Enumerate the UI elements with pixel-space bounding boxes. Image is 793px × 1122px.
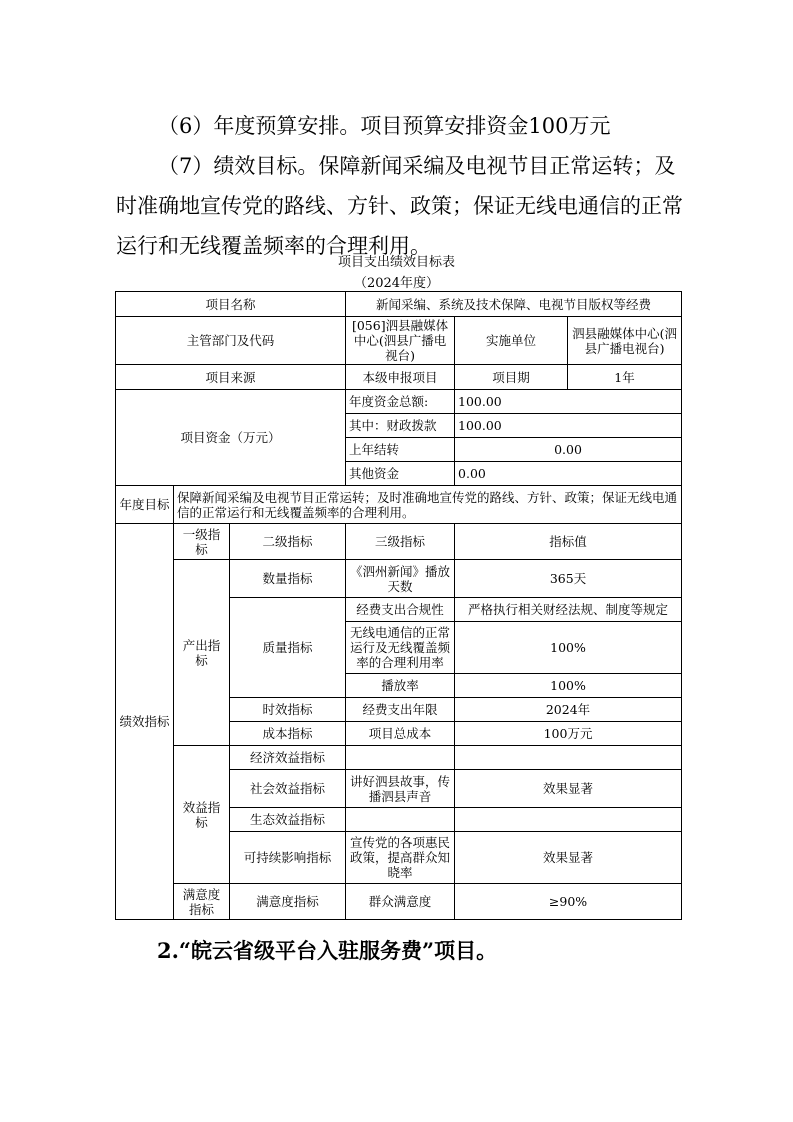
dept-label: 主管部门及代码 — [116, 317, 346, 365]
social-benefit-label: 社会效益指标 — [230, 770, 346, 808]
fund-value: 0.00 — [455, 462, 682, 486]
project-name-label: 项目名称 — [116, 292, 346, 317]
funds-label: 项目资金（万元） — [116, 390, 346, 486]
project-name-value: 新闻采编、系统及技术保障、电视节目版权等经费 — [346, 292, 682, 317]
fund-value: 100.00 — [455, 414, 682, 438]
performance-indicators-label: 绩效指标 — [116, 524, 174, 920]
economic-value — [455, 746, 682, 770]
fund-label: 上年结转 — [346, 438, 455, 462]
time-value: 2024年 — [455, 698, 682, 722]
sustain-l3: 宣传党的各项惠民政策，提高群众知晓率 — [346, 832, 455, 884]
source-label: 项目来源 — [116, 365, 346, 390]
sustainable-impact-label: 可持续影响指标 — [230, 832, 346, 884]
eco-value — [455, 808, 682, 832]
quantity-l3: 《泗州新闻》播放天数 — [346, 560, 455, 598]
fund-value: 0.00 — [455, 438, 682, 462]
period-value: 1年 — [568, 365, 682, 390]
quality-indicator-label: 质量指标 — [230, 598, 346, 698]
time-l3: 经费支出年限 — [346, 698, 455, 722]
performance-table — [115, 291, 682, 920]
sustain-value: 效果显著 — [455, 832, 682, 884]
quality-value: 100% — [455, 674, 682, 698]
fund-label: 其中：财政拨款 — [346, 414, 455, 438]
quality-l3: 播放率 — [346, 674, 455, 698]
annual-goal-text: 保障新闻采编及电视节目正常运转；及时准确地宣传党的路线、方针、政策；保证无线电通信的正常运行和无线覆盖频率的合理利用。 — [174, 486, 682, 524]
annual-goal-label: 年度目标 — [116, 486, 174, 524]
header-level2: 二级指标 — [230, 524, 346, 560]
satisfaction-l1: 满意度指标 — [174, 884, 230, 920]
satisfaction-l3: 群众满意度 — [346, 884, 455, 920]
quantity-indicator-label: 数量指标 — [230, 560, 346, 598]
table-title: 项目支出绩效目标表 — [337, 255, 455, 270]
fund-value: 100.00 — [455, 390, 682, 414]
cost-value: 100万元 — [455, 722, 682, 746]
cost-indicator-label: 成本指标 — [230, 722, 346, 746]
satisfaction-value: ≥90% — [455, 884, 682, 920]
benefit-indicators-label: 效益指标 — [174, 746, 230, 884]
cost-l3: 项目总成本 — [346, 722, 455, 746]
impl-label: 实施单位 — [455, 317, 568, 365]
satisfaction-l2: 满意度指标 — [230, 884, 346, 920]
period-label: 项目期 — [455, 365, 568, 390]
impl-value: 泗县融媒体中心(泗县广播电视台) — [568, 317, 682, 365]
eco-l3 — [346, 808, 455, 832]
paragraph-budget: （6）年度预算安排。项目预算安排资金100万元 — [158, 114, 611, 138]
source-value: 本级申报项目 — [346, 365, 455, 390]
quality-value: 严格执行相关财经法规、制度等规定 — [455, 598, 682, 622]
time-indicator-label: 时效指标 — [230, 698, 346, 722]
section-heading: 2.“皖云省级平台入驻服务费”项目。 — [157, 938, 498, 963]
economic-l3 — [346, 746, 455, 770]
paragraph-goal: （7）绩效目标。保障新闻采编及电视节目正常运转；及时准确地宣传党的路线、方针、政策；保证无线电通信的正常运行和无线覆盖频率的合理利用。 — [116, 154, 683, 258]
header-level1: 一级指标 — [174, 524, 230, 560]
fund-label: 年度资金总额: — [346, 390, 455, 414]
eco-benefit-label: 生态效益指标 — [230, 808, 346, 832]
social-value: 效果显著 — [455, 770, 682, 808]
quantity-value: 365天 — [455, 560, 682, 598]
quality-l3: 经费支出合规性 — [346, 598, 455, 622]
fund-label: 其他资金 — [346, 462, 455, 486]
economic-benefit-label: 经济效益指标 — [230, 746, 346, 770]
quality-value: 100% — [455, 622, 682, 674]
table-year: （2024年度） — [353, 276, 440, 291]
social-l3: 讲好泗县故事，传播泗县声音 — [346, 770, 455, 808]
header-value: 指标值 — [455, 524, 682, 560]
dept-value: [056]泗县融媒体中心(泗县广播电视台) — [346, 317, 455, 365]
quality-l3: 无线电通信的正常运行及无线覆盖频率的合理利用率 — [346, 622, 455, 674]
header-level3: 三级指标 — [346, 524, 455, 560]
output-indicators-label: 产出指标 — [174, 560, 230, 746]
